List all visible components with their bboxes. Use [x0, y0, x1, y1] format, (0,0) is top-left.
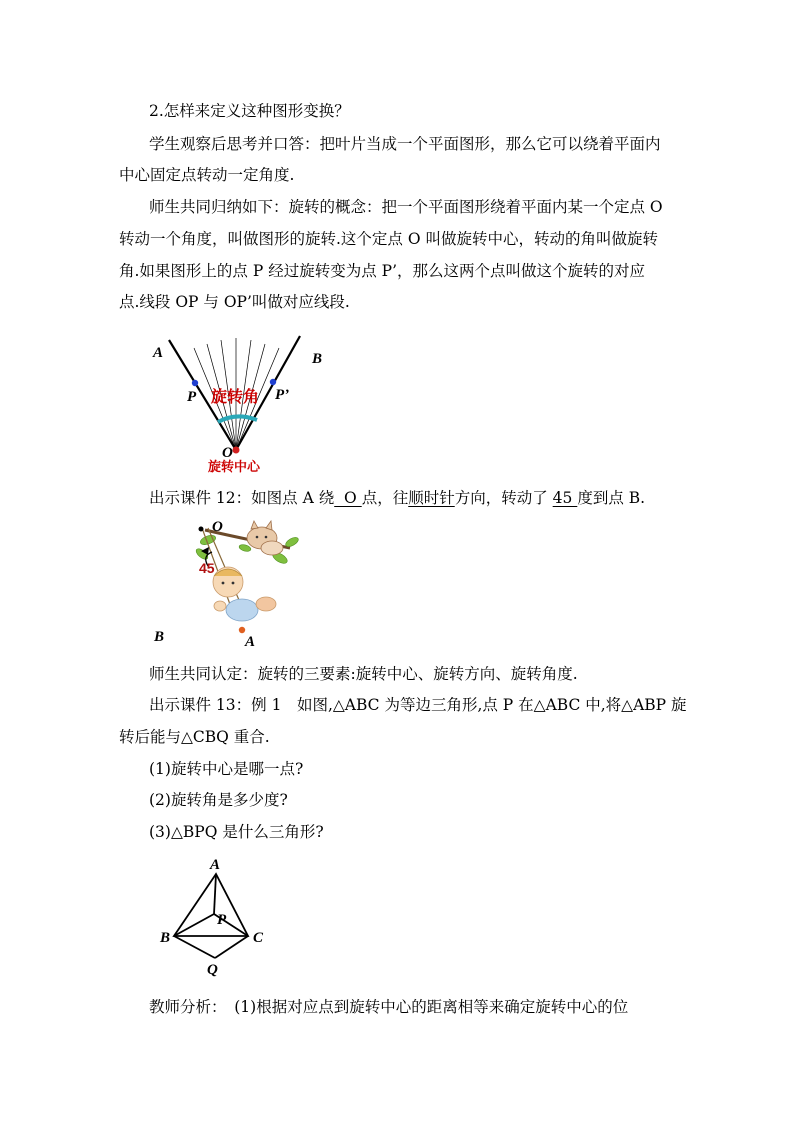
label-A: A: [153, 345, 164, 361]
label-Q: Q: [207, 962, 218, 978]
point-O-dot: [199, 527, 204, 532]
rotation-angle-text: 旋转角: [211, 387, 260, 406]
courseware-12-line: [149, 488, 645, 508]
label-B: B: [154, 629, 165, 645]
label-B: B: [312, 351, 323, 367]
blank-angle: 45: [552, 489, 578, 507]
segment-CQ: [215, 936, 248, 958]
definition-line3: 角.如果图形上的点 P 经过旋转变为点 P’，那么这两个点叫做这个旋转的对应: [119, 262, 645, 280]
label-45: 45: [199, 560, 215, 576]
question-2: 2.怎样来定义这种图形变换？: [149, 102, 350, 120]
baby-icon: [213, 567, 276, 621]
question-b: (2)旋转角是多少度?: [149, 791, 288, 809]
segment-BQ: [174, 936, 215, 958]
label-O: O: [222, 445, 233, 461]
point-P-prime: [270, 379, 276, 385]
point-P: [192, 380, 198, 386]
triangle-figure: [155, 852, 275, 977]
teacher-analysis-line: 教师分析： (1)根据对应点到旋转中心的距离相等来确定旋转中心的位: [149, 998, 629, 1016]
label-A: A: [245, 634, 256, 650]
label-C: C: [253, 930, 264, 946]
student-answer-line1: 学生观察后思考并口答：把叶片当成一个平面图形，那么它可以绕着平面内: [149, 135, 661, 153]
question-a: (1)旋转中心是哪一点?: [149, 760, 304, 778]
blank-center: O: [334, 489, 362, 507]
point-A-dot: [239, 627, 245, 633]
label-P: P: [187, 389, 197, 405]
point-O: [233, 447, 240, 454]
kj12-mid1: 点，往: [361, 489, 409, 507]
student-answer-line2: 中心固定点转动一定角度.: [119, 166, 295, 184]
cat-icon: [247, 521, 283, 555]
swing-figure: [150, 518, 310, 648]
label-A: A: [210, 857, 221, 873]
kj12-pre: 出示课件 12：如图点 A 绕: [149, 489, 335, 507]
kj12-mid2: 方向，转动了: [454, 489, 553, 507]
three-elements-line: 师生共同认定：旋转的三要素:旋转中心、旋转方向、旋转角度.: [149, 665, 578, 683]
label-P-prime: P’: [275, 387, 290, 403]
blank-direction: 顺时针: [408, 489, 455, 507]
courseware-13-line1: 出示课件 13：例 1 如图,△ABC 为等边三角形,点 P 在△ABC 中,将△ABP 旋: [149, 696, 687, 714]
rotation-center-text: 旋转中心: [208, 460, 261, 475]
triangle-ABC: [174, 874, 248, 936]
rotation-angle-figure: [145, 330, 345, 475]
label-O: O: [212, 519, 223, 535]
definition-line2: 转动一个角度，叫做图形的旋转.这个定点 O 叫做旋转中心，转动的角叫做旋转: [119, 230, 658, 248]
courseware-13-line2: 转后能与△CBQ 重合.: [119, 728, 270, 746]
question-c: (3)△BPQ 是什么三角形?: [149, 823, 324, 841]
kj12-post: 度到点 B.: [577, 489, 646, 507]
label-B: B: [160, 930, 171, 946]
definition-line4: 点.线段 OP 与 OP’叫做对应线段.: [119, 293, 350, 311]
segment-AP: [214, 874, 216, 914]
definition-line1: 师生共同归纳如下：旋转的概念：把一个平面图形绕着平面内某一个定点 O: [149, 198, 663, 216]
label-P: P: [217, 912, 227, 928]
segment-BP: [174, 914, 214, 936]
